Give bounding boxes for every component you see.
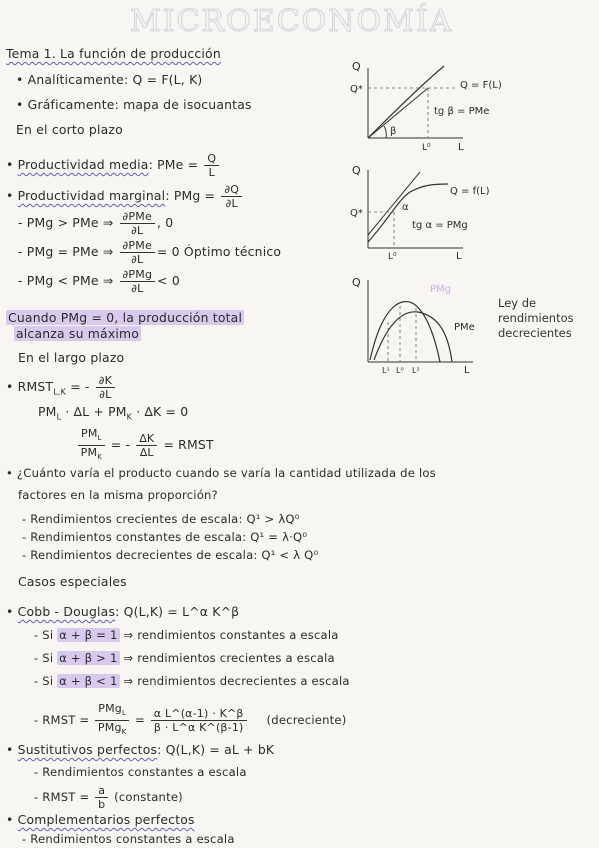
cd-rmst: - RMST = $\frac{PMg_L}{PMg_K}$ = $\frac{\text{α L\textasciicircum{}(α-1) · K\textasciicircum{}β}}{\text{β · L\textasciicircum{}α K\textasciicircum{}(β-1)}}$ (decreciente) xyxy=(34,702,347,737)
g2-l0-label: L⁰ xyxy=(388,252,397,260)
g3-q-label: Q xyxy=(352,276,361,289)
largo-plazo: En el largo plazo xyxy=(18,350,125,365)
g3-l2-label: L² xyxy=(412,366,420,375)
cd-rule-1: - Si α + β = 1 ⇒ rendimientos constantes a escala xyxy=(34,628,339,642)
cd-rule-2: - Si α + β > 1 ⇒ rendimientos crecientes a escala xyxy=(34,651,335,665)
graph-pmg xyxy=(348,160,508,260)
graph-pme-pmg xyxy=(348,272,498,377)
g1-qstar-label: Q* xyxy=(350,84,363,95)
bullet-grafico: • Gráficamente: mapa de isocuantas xyxy=(16,97,252,112)
g3-l1-label: L¹ xyxy=(382,366,390,375)
g1-beta-label: β xyxy=(390,126,397,137)
g1-l0-label: L⁰ xyxy=(422,143,431,153)
rule-3: - PMg < PMe ⇒ $\frac{\text{∂PMg}}{\partial L}$ < 0 xyxy=(18,268,180,295)
g2-alpha-label: α xyxy=(402,202,409,213)
corto-plazo: En el corto plazo xyxy=(16,122,123,137)
sust-rule-1: - Rendimientos constantes a escala xyxy=(34,765,247,779)
g3-pmg-label: PMg xyxy=(430,284,452,295)
casos-especiales: Casos especiales xyxy=(18,574,127,589)
pm-ratio: $\frac{PM_L}{PM_K}$ = - $\frac{\Delta K}{\Delta L}$ = RMST xyxy=(76,427,214,464)
ley-rendimientos-note: Ley de rendimientos decrecientes xyxy=(498,296,574,340)
comp-rule-1: - Rendimientos constantes a escala xyxy=(22,832,235,846)
g1-l-label: L xyxy=(458,142,464,153)
g3-pme-label: PMe xyxy=(454,322,475,333)
bullet-analitico: • Analíticamente: Q = F(L, K) xyxy=(16,72,203,87)
g2-q-label: Q xyxy=(352,164,361,177)
rmst-def: • $RMST_{L,K}$ = - $\frac{\partial K}{\partial L}$ xyxy=(6,374,117,401)
cuando-1: Cuando PMg = 0, la producción total xyxy=(8,310,243,325)
g3-l0-label: L⁰ xyxy=(396,366,404,375)
g1-curve-label: Q = F(L) xyxy=(460,80,502,91)
pm-equation: $PM_L \cdot \Delta L + PM_K \cdot \Delta K = 0$ xyxy=(38,404,189,422)
rend-constantes: - Rendimientos constantes de escala: Q¹ = λ·Q⁰ xyxy=(22,530,308,544)
sustitutivos: • Sustitutivos perfectos: Q(L,K) = aL + bK xyxy=(6,742,275,757)
pregunta-1: • ¿Cuánto varía el producto cuando se varía la cantidad utilizada de los xyxy=(6,466,436,480)
pmg-def: • Productividad marginal: PMg = $\frac{\partial Q}{\partial L}$ xyxy=(6,183,244,210)
graph-pme xyxy=(348,58,508,153)
rule-1: - PMg > PMe ⇒ $\frac{\text{∂PMe}}{\partial L}$ , 0 xyxy=(18,210,174,237)
pregunta-2: factores en la misma proporción? xyxy=(18,488,218,502)
g2-tg-label: tg α = PMg xyxy=(412,220,468,231)
page-title: MICROECONOMÍA xyxy=(130,4,454,39)
cuando-2: alcanza su máximo xyxy=(16,326,140,341)
g2-curve-label: Q = f(L) xyxy=(450,186,490,197)
cobb-douglas: • Cobb - Douglas: Q(L,K) = L^α K^β xyxy=(6,604,240,619)
pme-def: • Productividad media: PMe = $\frac{Q}{L}$ xyxy=(6,152,221,179)
g2-l-label: L xyxy=(456,251,462,260)
rend-crecientes: - Rendimientos crecientes de escala: Q¹ > λQ⁰ xyxy=(22,512,300,526)
cd-rule-3: - Si α + β < 1 ⇒ rendimientos decrecientes a escala xyxy=(34,674,350,688)
g3-l-label: L xyxy=(464,365,470,376)
sust-rule-2: - RMST = $\frac{a}{b}$ (constante) xyxy=(34,784,183,811)
g1-tg-label: tg β = PMe xyxy=(434,106,490,117)
rule-2: - PMg = PMe ⇒ $\frac{\text{∂PMe}}{\partial L}$ = 0 Óptimo técnico xyxy=(18,239,282,266)
tema-heading: Tema 1. La función de producción xyxy=(6,46,221,61)
g1-q-label: Q xyxy=(352,60,361,73)
complementarios: • Complementarios perfectos xyxy=(6,812,195,827)
rend-decrecientes: - Rendimientos decrecientes de escala: Q¹ < λ Q⁰ xyxy=(22,548,319,562)
g2-qstar-label: Q* xyxy=(350,208,363,219)
